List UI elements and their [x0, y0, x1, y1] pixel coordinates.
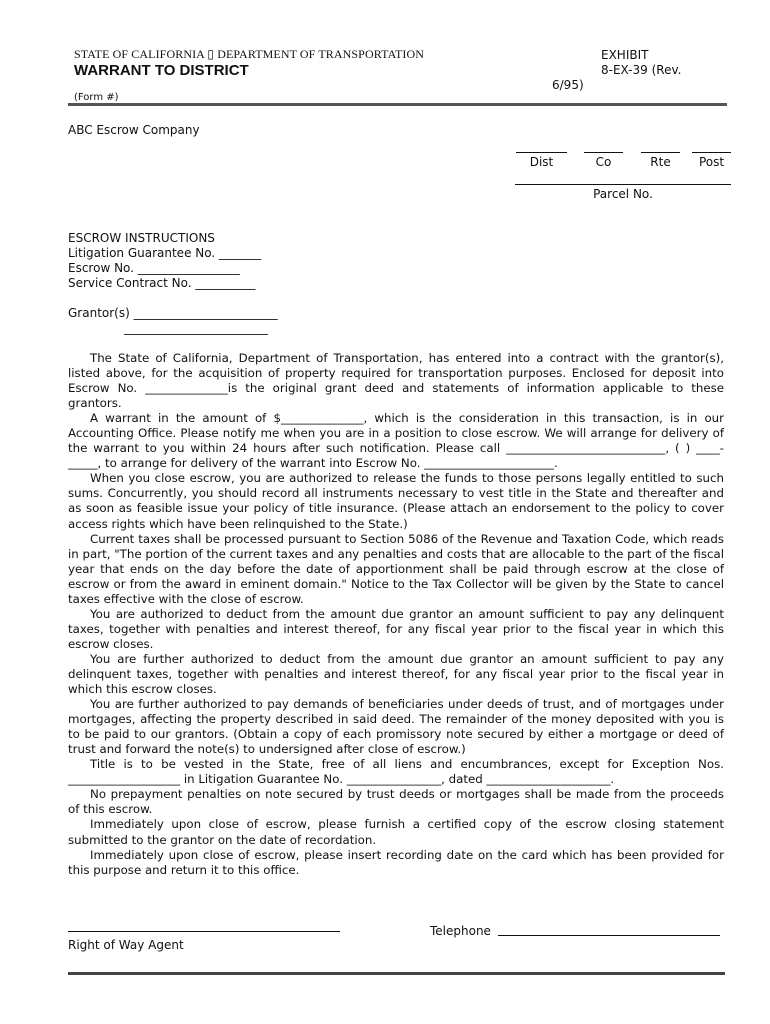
paragraph-further-deduct: You are further authorized to deduct from the amount due grantor an amount sufficient to pay any delinquent taxes, together with penalties and interest thereof, for any fiscal year prior to the fiscal year in which this escrow closes.: [68, 651, 724, 697]
escrow-instructions-heading: ESCROW INSTRUCTIONS: [68, 231, 215, 245]
post-label: Post: [698, 155, 725, 169]
grantor-field[interactable]: Grantor(s) ________________________: [68, 306, 278, 320]
escrow-company-name: ABC Escrow Company: [68, 123, 200, 137]
exhibit-revision-date: 6/95): [552, 78, 584, 92]
paragraph-release-funds: When you close escrow, you are authorized to release the funds to those persons legally entitled to such sums. Concurrently, you should record all instruments necessary to vest title in the State and thereafter and as soon as feasible issue your policy of title insurance. (Please attach an endorsement to the policy to cover access rights which have been relinquished to the State.): [68, 471, 724, 531]
telephone-label: Telephone: [430, 924, 491, 938]
exhibit-line-1: EXHIBIT: [601, 48, 649, 62]
dist-field-line[interactable]: [516, 152, 567, 153]
paragraph-prepayment: No prepayment penalties on note secured by trust deeds or mortgages shall be made from the proceeds of this escrow.: [68, 787, 724, 817]
exhibit-line-2: 8-EX-39 (Rev.: [601, 63, 682, 77]
dist-label: Dist: [529, 155, 554, 169]
paragraph-title-vesting: Title is to be vested in the State, free of all liens and encumbrances, except for Exception Nos. ___________________ in Litigation Guarantee No. ________________, dated _____________________.: [68, 757, 724, 787]
grantor-block: [68, 306, 278, 336]
service-contract-field[interactable]: Service Contract No. __________: [68, 276, 256, 290]
grantor-field-continuation[interactable]: ________________________: [124, 321, 268, 335]
instructions-body: [68, 351, 724, 878]
agency-name: STATE OF CALIFORNIA ▯ DEPARTMENT OF TRANSPORTATION: [74, 47, 425, 61]
escrow-instructions-block: [68, 231, 261, 291]
telephone-field-line[interactable]: [498, 935, 720, 936]
post-field-line[interactable]: [692, 152, 731, 153]
form-title: WARRANT TO DISTRICT: [74, 62, 249, 79]
paragraph-recording-date: Immediately upon close of escrow, please insert recording date on the card which has been provided for this purpose and return it to this office.: [68, 847, 724, 877]
parcel-field-line[interactable]: [515, 184, 731, 185]
exhibit-label: [601, 48, 681, 78]
litigation-guarantee-field[interactable]: Litigation Guarantee No. _______: [68, 246, 262, 260]
rte-label: Rte: [650, 155, 671, 169]
parcel-label: Parcel No.: [593, 187, 653, 201]
paragraph-current-taxes: Current taxes shall be processed pursuant to Section 5086 of the Revenue and Taxation Code, which reads in part, "The portion of the current taxes and any penalties and costs that are allocable to the part of the fiscal year that ends on the day before the date of apportionment shall be paid through escrow at the close of escrow or from the award in eminent domain." Notice to the Tax Collector will be given by the State to cancel taxes effective with the close of escrow.: [68, 531, 724, 606]
co-field-line[interactable]: [584, 152, 623, 153]
paragraph-closing-statement: Immediately upon close of escrow, please furnish a certified copy of the escrow closing statement submitted to the grantor on the date of recordation.: [68, 817, 724, 847]
form-number: (Form #): [74, 92, 119, 103]
footer-divider: [68, 972, 725, 975]
co-label: Co: [595, 155, 612, 169]
paragraph-contract: The State of California, Department of Transportation, has entered into a contract with the grantor(s), listed above, for the acquisition of property required for transportation purposes. Enclosed for deposit into Escrow No. ______________is the original grant deed and statements of information applicable to these grantors.: [68, 351, 724, 411]
agent-signature-label: Right of Way Agent: [68, 938, 184, 952]
agent-signature-line[interactable]: [68, 931, 340, 932]
paragraph-deduct-taxes: You are authorized to deduct from the amount due grantor an amount sufficient to pay any delinquent taxes, together with penalties and interest thereof, for any fiscal year prior to the fiscal year in which this escrow closes.: [68, 606, 724, 651]
header-divider: [68, 103, 727, 106]
paragraph-beneficiaries: You are further authorized to pay demands of beneficiaries under deeds of trust, and of mortgages under mortgages, affecting the property described in said deed. The remainder of the money deposited with you is to be paid to our grantors. (Obtain a copy of each promissory note secured by either a mortgage or deed of trust and forward the note(s) to undersigned after close of escrow.): [68, 697, 724, 757]
escrow-number-field[interactable]: Escrow No. _________________: [68, 261, 240, 275]
rte-field-line[interactable]: [641, 152, 680, 153]
paragraph-warrant: A warrant in the amount of $______________, which is the consideration in this transaction, is in our Accounting Office. Please notify me when you are in a position to close escrow. We will arrange for delivery of the warrant to you within 24 hours after such notification. Please call ___________________________, ( ) ____-_____, to arrange for delivery of the warrant into Escrow No. ______________________.: [68, 411, 724, 471]
